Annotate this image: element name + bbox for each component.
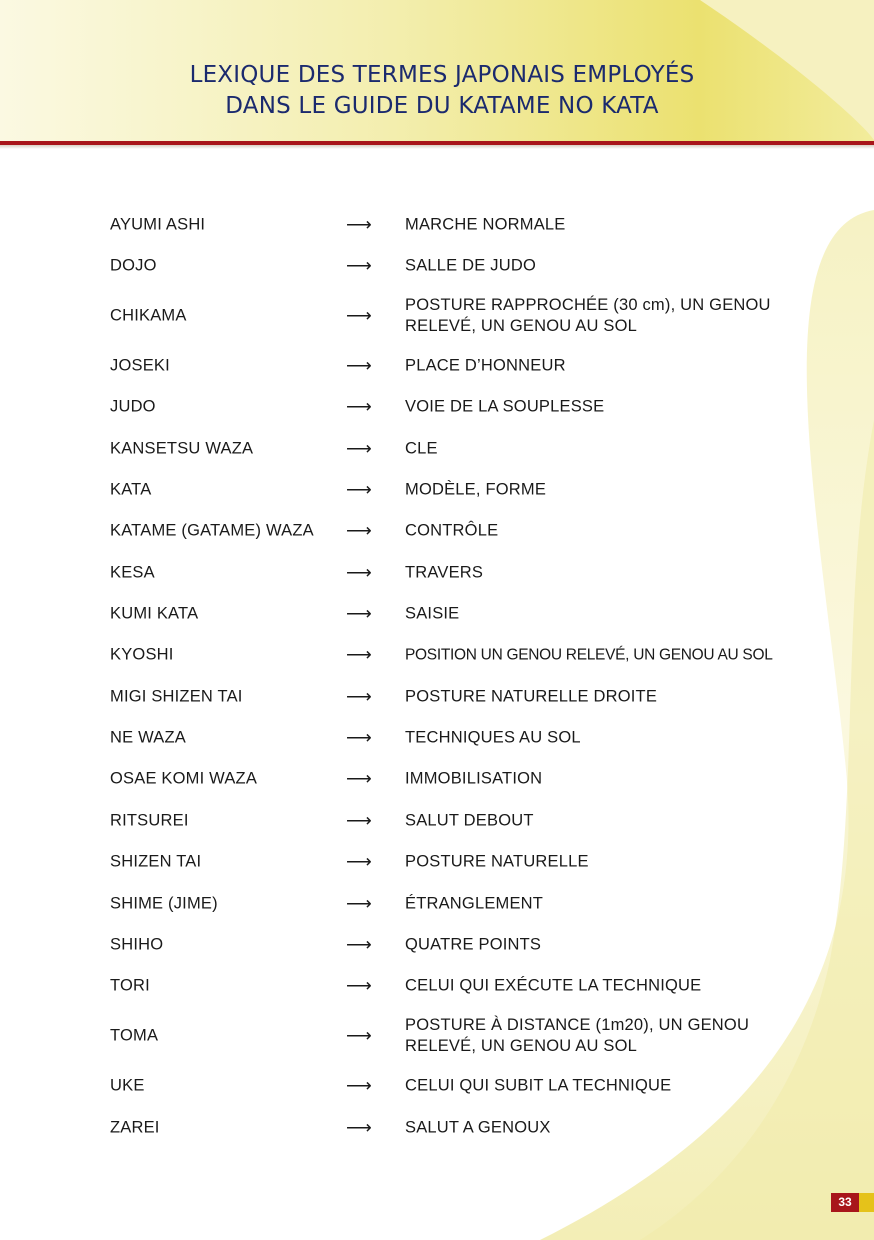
glossary-definition: ÉTRANGLEMENT [405,894,544,913]
arrow-right-icon: ⟶ [346,603,372,624]
glossary-term: RITSUREI [110,811,189,830]
glossary-term: SHIHO [110,935,164,954]
arrow-right-icon: ⟶ [346,214,372,235]
arrow-right-icon: ⟶ [346,438,372,459]
glossary-row [0,759,874,800]
glossary-row [0,717,874,758]
title-line-1: LEXIQUE DES TERMES JAPONAIS EMPLOYÉS [189,62,695,88]
glossary-row [0,966,874,1007]
glossary-term: KUMI KATA [110,604,199,623]
arrow-right-icon: ⟶ [346,562,372,583]
arrow-right-icon: ⟶ [346,727,372,748]
glossary-row [0,593,874,634]
arrow-right-icon: ⟶ [346,893,372,914]
glossary-row [0,842,874,883]
glossary-definition: MODÈLE, FORME [405,480,547,499]
glossary-definition: POSTURE À DISTANCE (1m20), UN GENOU RELEVÉ, UN GENOU AU SOL [405,1016,750,1056]
arrow-right-icon: ⟶ [346,355,372,376]
glossary-row [0,800,874,841]
glossary-term: SHIME (JIME) [110,894,218,913]
arrow-right-icon: ⟶ [346,851,372,872]
glossary-definition: POSTURE NATURELLE [405,852,589,871]
glossary-term: TOMA [110,1026,159,1045]
page-title [0,60,874,122]
arrow-right-icon: ⟶ [346,1117,372,1138]
glossary-list [0,204,874,1148]
glossary-row [0,428,874,469]
glossary-term: DOJO [110,256,157,275]
glossary-row [0,245,874,286]
page-number: 33 [831,1193,859,1212]
arrow-right-icon: ⟶ [346,255,372,276]
title-line-2: DANS LE GUIDE DU KATAME NO KATA [225,93,659,119]
arrow-right-icon: ⟶ [346,768,372,789]
glossary-row [0,287,874,346]
glossary-definition: POSTURE RAPPROCHÉE (30 cm), UN GENOU RELEVÉ, UN GENOU AU SOL [405,296,771,336]
glossary-definition: SALUT A GENOUX [405,1118,551,1137]
arrow-right-icon: ⟶ [346,1025,372,1046]
glossary-definition: CONTRÔLE [405,521,499,540]
glossary-definition: POSITION UN GENOU RELEVÉ, UN GENOU AU SOL [405,646,773,664]
arrow-right-icon: ⟶ [346,305,372,326]
glossary-term: KYOSHI [110,645,174,664]
glossary-definition: TRAVERS [405,563,484,582]
glossary-definition: IMMOBILISATION [405,769,543,788]
arrow-right-icon: ⟶ [346,1075,372,1096]
glossary-definition: CLE [405,439,438,458]
glossary-definition: CELUI QUI SUBIT LA TECHNIQUE [405,1076,672,1095]
glossary-row [0,1107,874,1148]
arrow-right-icon: ⟶ [346,644,372,665]
glossary-row [0,1066,874,1107]
page-header [0,0,874,142]
arrow-right-icon: ⟶ [346,810,372,831]
arrow-right-icon: ⟶ [346,934,372,955]
header-divider-shadow [0,145,874,149]
glossary-row [0,635,874,676]
glossary-term: KATA [110,480,152,499]
glossary-term: MIGI SHIZEN TAI [110,687,243,706]
glossary-row [0,345,874,386]
glossary-row [0,204,874,245]
glossary-row [0,676,874,717]
arrow-right-icon: ⟶ [346,396,372,417]
page-edge-tab [859,1193,874,1212]
glossary-term: SHIZEN TAI [110,852,202,871]
glossary-row [0,469,874,510]
glossary-definition: PLACE D’HONNEUR [405,356,566,375]
glossary-definition: TECHNIQUES AU SOL [405,728,581,747]
glossary-row [0,883,874,924]
glossary-definition: SALLE DE JUDO [405,256,536,275]
glossary-term: OSAE KOMI WAZA [110,769,258,788]
glossary-term: UKE [110,1076,145,1095]
glossary-row [0,1007,874,1066]
glossary-definition: QUATRE POINTS [405,935,542,954]
glossary-term: JUDO [110,397,156,416]
glossary-term: KATAME (GATAME) WAZA [110,521,314,540]
glossary-definition: CELUI QUI EXÉCUTE LA TECHNIQUE [405,976,702,995]
glossary-definition: SALUT DEBOUT [405,811,534,830]
glossary-row [0,387,874,428]
glossary-term: ZAREI [110,1118,160,1137]
glossary-term: JOSEKI [110,356,170,375]
glossary-term: TORI [110,976,150,995]
glossary-definition: SAISIE [405,604,460,623]
glossary-row [0,924,874,965]
glossary-term: NE WAZA [110,728,186,747]
arrow-right-icon: ⟶ [346,975,372,996]
glossary-term: KANSETSU WAZA [110,439,254,458]
glossary-definition: VOIE DE LA SOUPLESSE [405,397,605,416]
arrow-right-icon: ⟶ [346,520,372,541]
glossary-definition: MARCHE NORMALE [405,215,566,234]
glossary-term: CHIKAMA [110,306,187,325]
glossary-term: KESA [110,563,155,582]
glossary-term: AYUMI ASHI [110,215,206,234]
glossary-row [0,511,874,552]
arrow-right-icon: ⟶ [346,686,372,707]
arrow-right-icon: ⟶ [346,479,372,500]
glossary-row [0,552,874,593]
glossary-definition: POSTURE NATURELLE DROITE [405,687,658,706]
